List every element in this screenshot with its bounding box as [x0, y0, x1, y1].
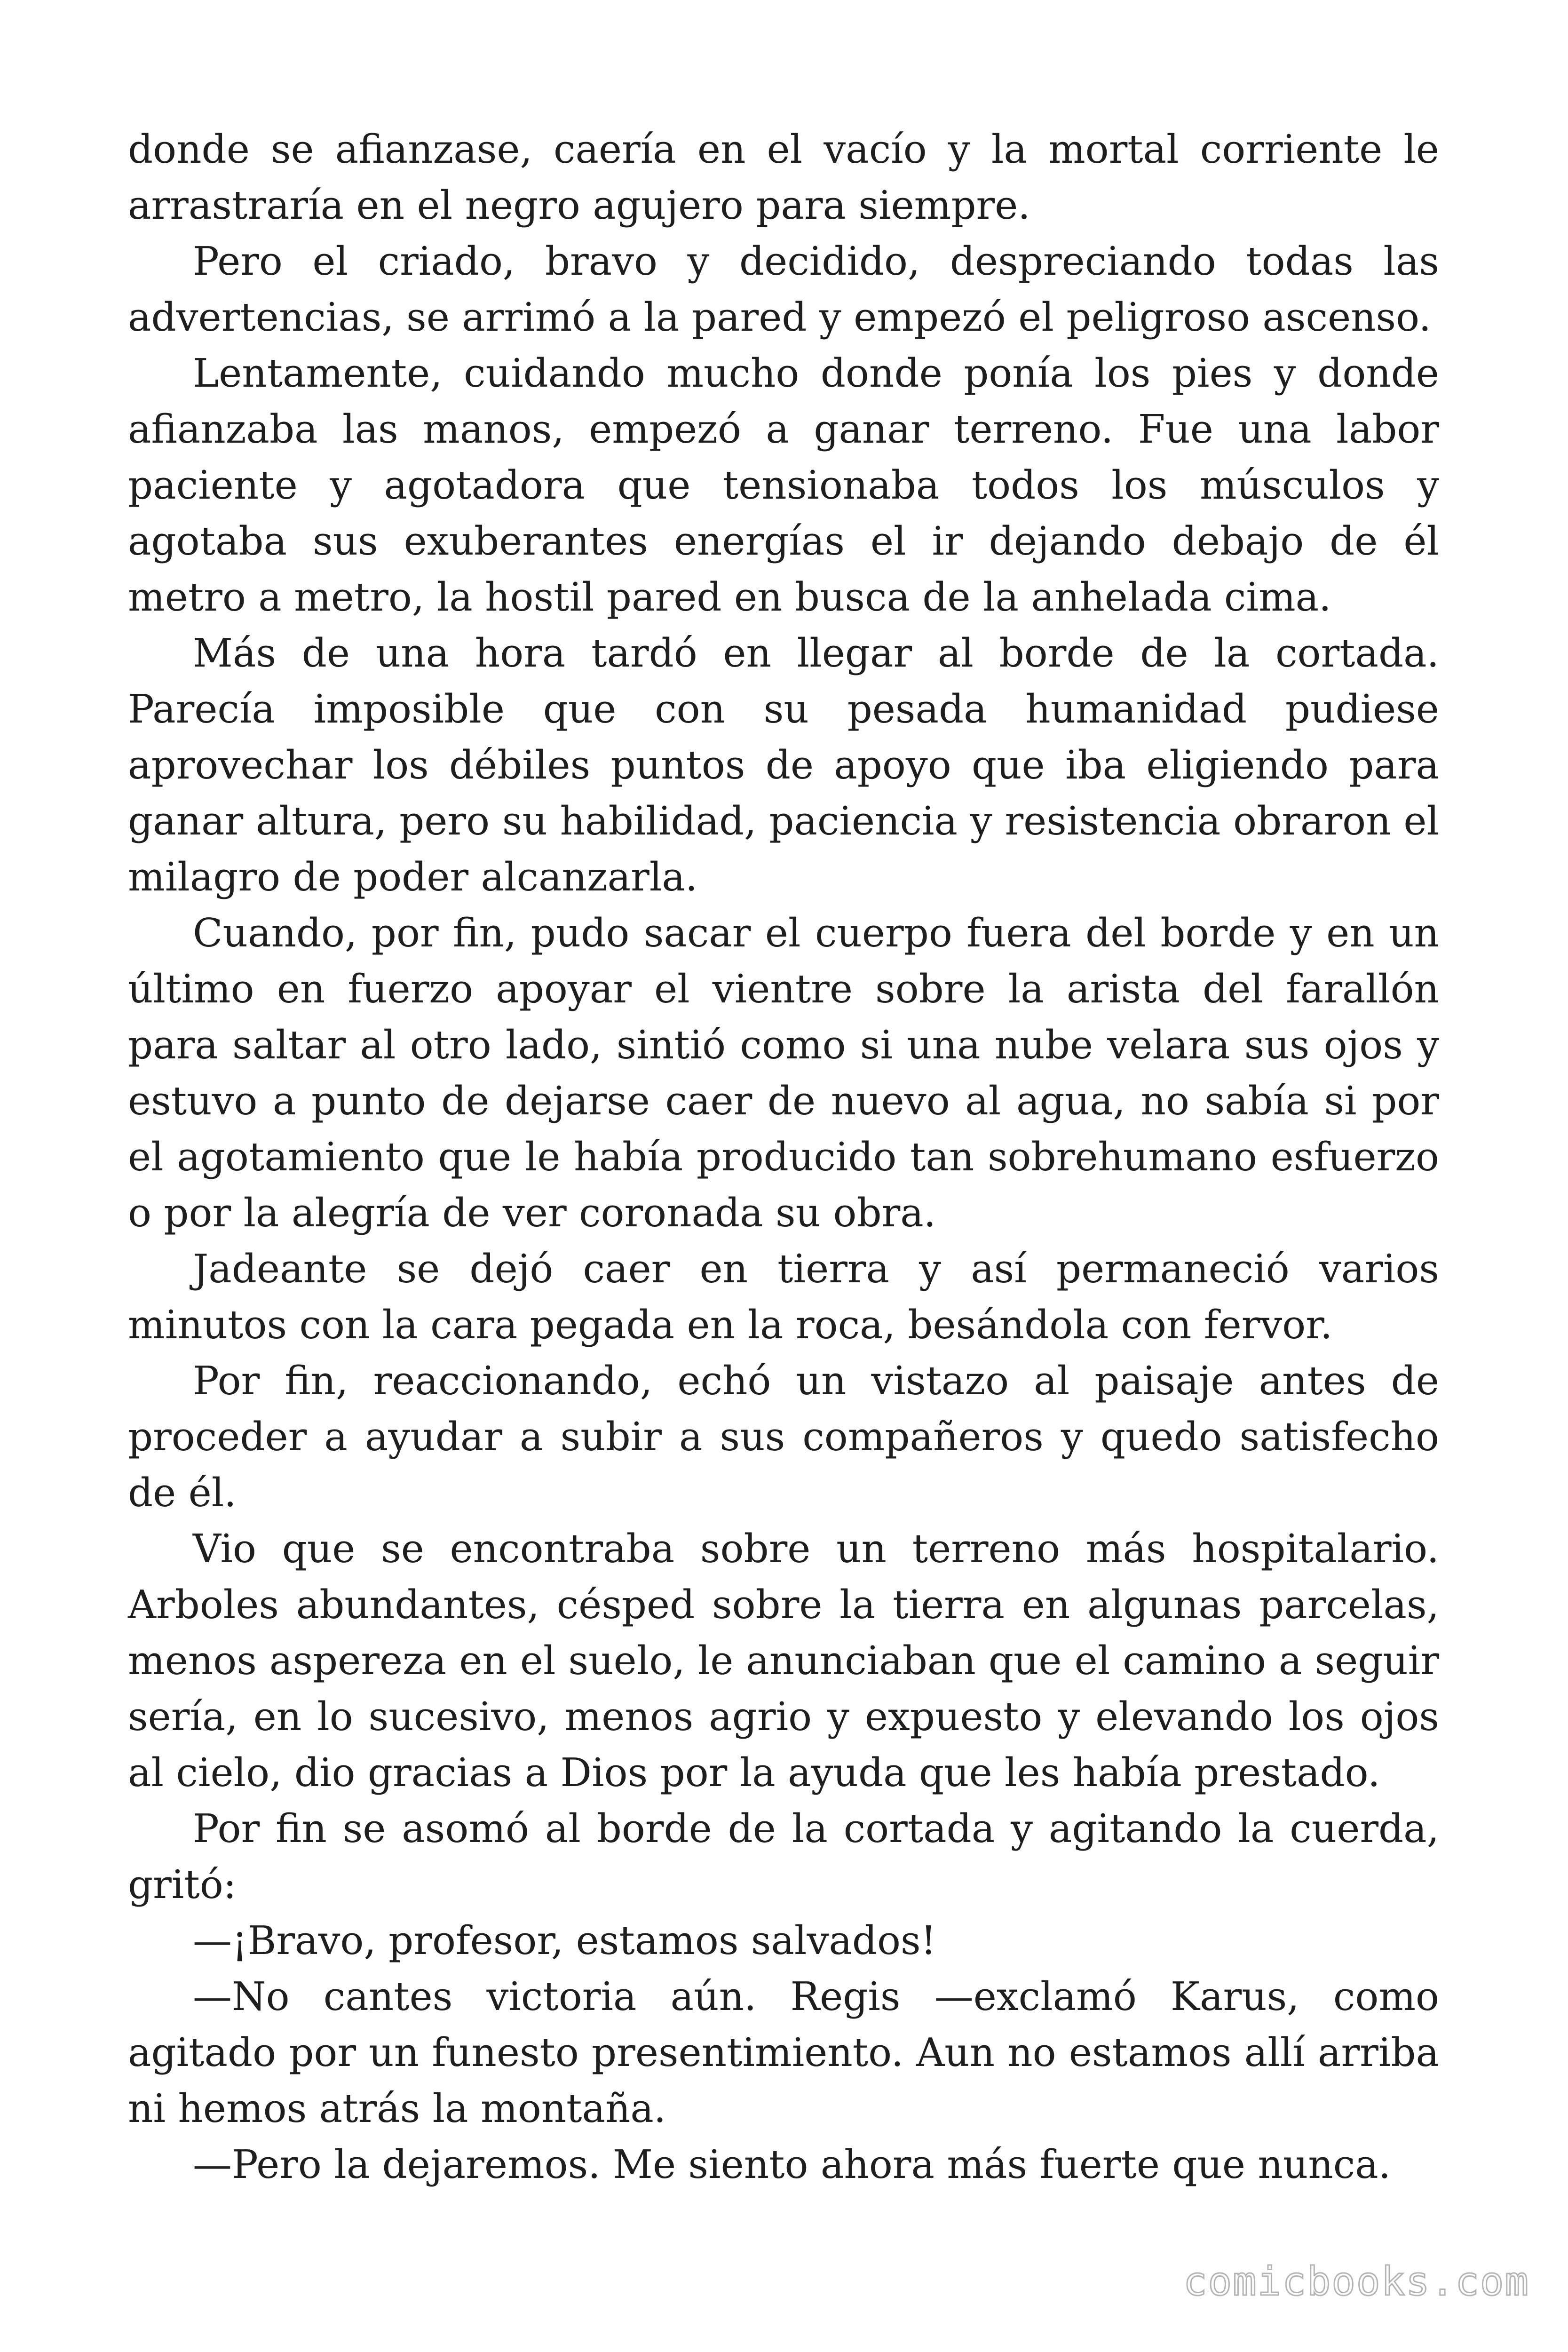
paragraph: Pero el criado, bravo y decidido, despreciando todas las advertencias, se arrimó a la pared y empezó el peligroso ascenso.: [128, 238, 1439, 340]
paragraph: Por fin se asomó al borde de la cortada y agitando la cuerda, gritó:: [128, 1806, 1439, 1907]
dialogue-line: —Pero la dejaremos. Me siento ahora más fuerte que nunca.: [193, 2142, 1391, 2187]
paragraph-continued: donde se afianzase, caería en el vacío y la mortal corriente le arrastraría en el negro agujero para siempre.: [128, 127, 1439, 228]
paragraph: Más de una hora tardó en llegar al borde de la cortada. Parecía imposible que con su pesada humanidad pudiese aprovechar los débiles puntos de apoyo que iba eligiendo para ganar altura, pero su habilidad, paciencia y resistencia obraron el milagro de poder alcanzarla.: [128, 630, 1439, 900]
watermark: comicbooks.com: [1183, 2258, 1529, 2304]
page-body: [128, 121, 1439, 2193]
paragraph: Por fin, reaccionando, echó un vistazo al paisaje antes de proceder a ayudar a subir a sus compañeros y quedo satisfecho de él.: [128, 1358, 1439, 1516]
dialogue-line: —No cantes victoria aún. Regis —exclamó Karus, como agitado por un funesto presentimiento. Aun no estamos allí arriba ni hemos atrás la montaña.: [128, 1974, 1439, 2131]
paragraph: Cuando, por fin, pudo sacar el cuerpo fuera del borde y en un último en fuerzo apoyar el vientre sobre la arista del farallón para saltar al otro lado, sintió como si una nube velara sus ojos y estuvo a punto de dejarse caer de nuevo al agua, no sabía si por el agotamiento que le había producido tan sobrehumano esfuerzo o por la alegría de ver coronada su obra.: [128, 910, 1439, 1236]
paragraph: Jadeante se dejó caer en tierra y así permaneció varios minutos con la cara pegada en la roca, besándola con fervor.: [128, 1246, 1439, 1348]
dialogue-line: —¡Bravo, profesor, estamos salvados!: [193, 1918, 936, 1963]
paragraph: Vio que se encontraba sobre un terreno más hospitalario. Arboles abundantes, césped sobre la tierra en algunas parcelas, menos aspereza en el suelo, le anunciaban que el camino a seguir sería, en lo sucesivo, menos agrio y expuesto y elevando los ojos al cielo, dio gracias a Dios por la ayuda que les había prestado.: [128, 1526, 1439, 1796]
paragraph: Lentamente, cuidando mucho donde ponía los pies y donde afianzaba las manos, empezó a ganar terreno. Fue una labor paciente y agotadora que tensionaba todos los músculos y agotaba sus exuberantes energías el ir dejando debajo de él metro a metro, la hostil pared en busca de la anhelada cima.: [128, 350, 1439, 620]
